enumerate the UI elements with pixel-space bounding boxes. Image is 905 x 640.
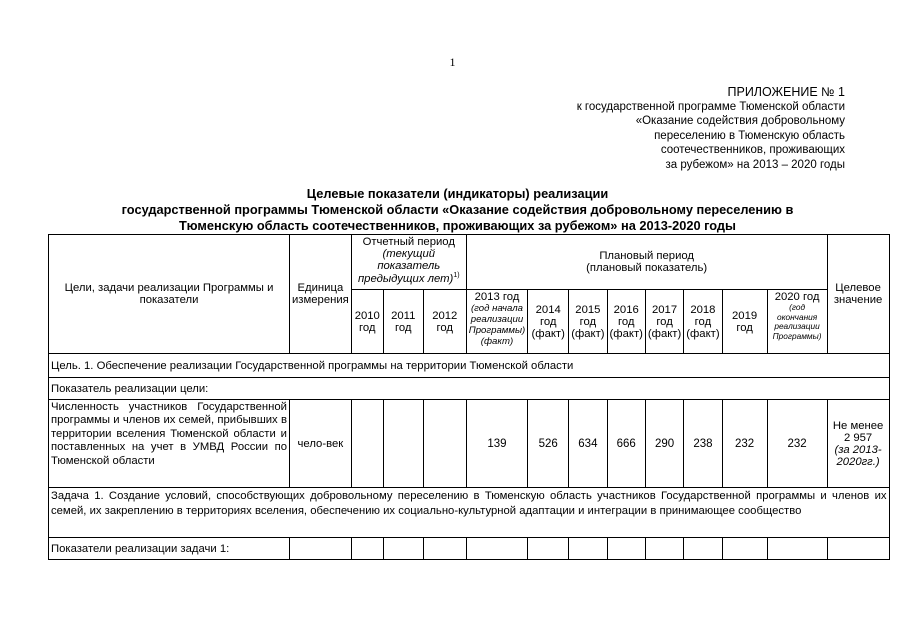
reporting-period-label: Отчетный период	[362, 236, 455, 248]
empty-cell	[351, 538, 383, 560]
appendix-line: «Оказание содействия добровольному	[635, 115, 845, 128]
header-2019: 2019 год	[722, 290, 767, 354]
cell-2013: 139	[466, 400, 527, 488]
indicators-table	[48, 234, 890, 560]
title-line: Целевые показатели (индикаторы) реализации	[306, 186, 609, 201]
header-2020	[767, 290, 827, 354]
goal-row: Цель. 1. Обеспечение реализации Государственной программы на территории Тюменской области	[49, 354, 890, 378]
empty-cell	[827, 538, 889, 560]
header-2014: 2014 год (факт)	[528, 290, 569, 354]
appendix-line: переселению в Тюменскую область	[654, 129, 845, 142]
header-goals: Цели, задачи реализации Программы и показатели	[49, 235, 290, 354]
indicator-name: Численность участников Государственной программы и членов их семей, прибывших в территории вселения Тюменской области и поставленных на учет в УМВД России по Тюменской области	[49, 400, 290, 488]
document-title	[50, 186, 865, 234]
empty-cell	[569, 538, 607, 560]
appendix-header	[525, 85, 845, 173]
cell-2019: 232	[722, 400, 767, 488]
task-indicators-label: Показатели реализации задачи 1:	[49, 538, 290, 560]
header-2018: 2018 год (факт)	[684, 290, 722, 354]
cell-2016: 666	[607, 400, 645, 488]
task-row: Задача 1. Создание условий, способствующих добровольному переселению в Тюменскую область участников Государственной программы и членов их семей, их закреплению в территориях вселения, обеспечению их социально-культурной адаптации и интеграции в принимающее сообщество	[49, 488, 890, 538]
indicator-target	[827, 400, 889, 488]
footnote-marker: 1)	[453, 272, 460, 279]
empty-cell	[645, 538, 683, 560]
cell-2010	[351, 400, 383, 488]
empty-cell	[423, 538, 466, 560]
header-reporting-period	[351, 235, 466, 290]
target-value: Не менее 2 957	[832, 419, 884, 444]
year-note: (год начала реализации Программы) (факт)	[468, 303, 526, 347]
empty-cell	[722, 538, 767, 560]
header-planned-period	[466, 235, 827, 290]
year-label: 2020 год	[774, 291, 820, 303]
cell-2018: 238	[684, 400, 722, 488]
target-period: (за 2013-2020гг.)	[834, 443, 882, 468]
year-note: (год окончания реализации Программы)	[772, 302, 822, 341]
header-2017: 2017 год (факт)	[645, 290, 683, 354]
empty-cell	[684, 538, 722, 560]
empty-cell	[383, 538, 423, 560]
header-2011: 2011 год	[383, 290, 423, 354]
header-2010: 2010 год	[351, 290, 383, 354]
reporting-period-note: (текущий показатель предыдущих лет)	[357, 248, 454, 285]
planned-period-label: Плановый период	[599, 250, 695, 262]
appendix-line: к государственной программе Тюменской области	[576, 100, 845, 113]
page-number: 1	[449, 55, 456, 69]
appendix-line: соотечественников, проживающих	[660, 144, 845, 157]
header-2015: 2015 год (факт)	[569, 290, 607, 354]
header-2016: 2016 год (факт)	[607, 290, 645, 354]
cell-2015: 634	[569, 400, 607, 488]
appendix-line: за рубежом» на 2013 – 2020 годы	[665, 158, 845, 171]
empty-cell	[466, 538, 527, 560]
cell-2017: 290	[645, 400, 683, 488]
cell-2020: 232	[767, 400, 827, 488]
planned-period-note: (плановый показатель)	[586, 262, 708, 274]
appendix-title: ПРИЛОЖЕНИЕ № 1	[727, 85, 845, 99]
empty-cell	[290, 538, 352, 560]
header-unit: Единица измерения	[290, 235, 352, 354]
cell-2011	[383, 400, 423, 488]
year-label: 2013 год	[474, 291, 520, 303]
empty-cell	[767, 538, 827, 560]
cell-2014: 526	[528, 400, 569, 488]
header-2013	[466, 290, 527, 354]
indicator-unit: чело-век	[290, 400, 352, 488]
cell-2012	[423, 400, 466, 488]
title-line: Тюменскую область соотечественников, проживающих за рубежом» на 2013-2020 годы	[179, 218, 736, 233]
goal-indicator-row: Показатель реализации цели:	[49, 378, 890, 400]
empty-cell	[607, 538, 645, 560]
header-target: Целевое значение	[827, 235, 889, 354]
title-line: государственной программы Тюменской области «Оказание содействия добровольному переселению в	[121, 202, 794, 217]
header-2012: 2012 год	[423, 290, 466, 354]
empty-cell	[528, 538, 569, 560]
